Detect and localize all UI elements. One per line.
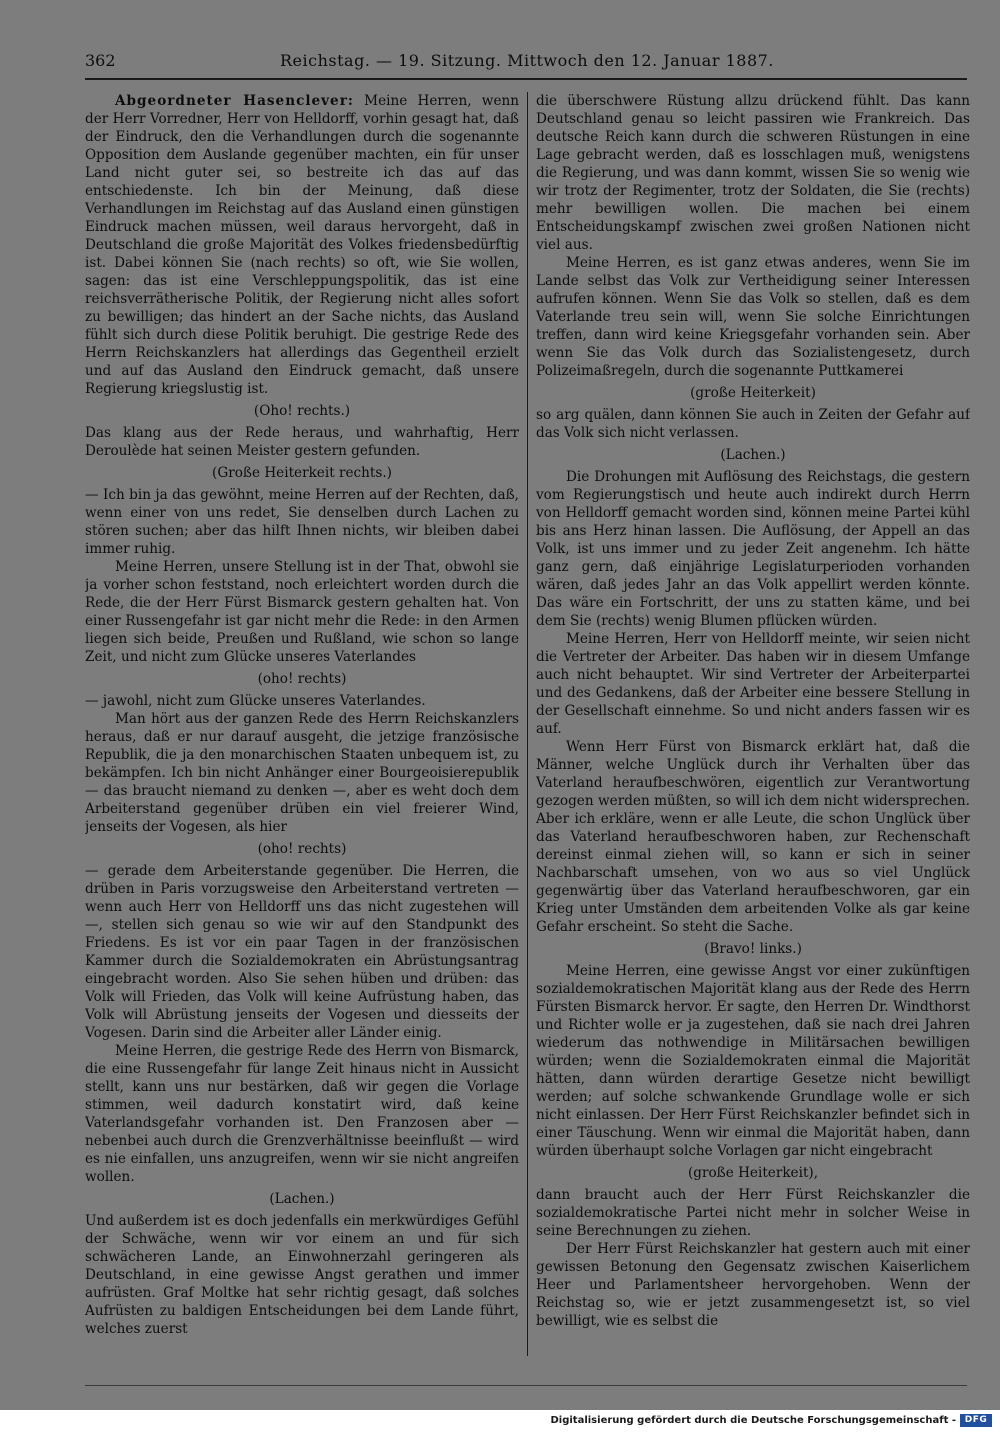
stage-direction: (Lachen.) — [720, 447, 786, 463]
paragraph: Meine Herren, die gestrige Rede des Herrn von Bismarck, die eine Russengefahr für lange Zeit hinaus nicht in Aussicht stellt, kann uns nur bestärken, daß wir gegen die Vorlage stimmen, weil dadurch konstatirt wird, daß keine Vaterlandsgefahr vorhanden ist. Den Franzosen aber — nebenbei auch durch die Grenzverhältnisse beeinflußt — wird es nie einfallen, uns anzugreifen, wenn wir sie nicht angreifen wollen. — [85, 1043, 519, 1185]
paragraph: Die Drohungen mit Auflösung des Reichstags, die gestern vom Regierungstisch und heute auch indirekt durch Herrn von Helldorff gemacht worden sind, können meine Partei kühl bis ans Herz hinan lassen. Die Auflösung, der Appell an das Volk, ist uns immer und zu jeder Zeit angenehm. Ich hätte ganz gern, daß einjährige Legislaturperioden vorhanden wären, daß jedes Jahr an das Volk appellirt werden könnte. Das wäre ein Fortschritt, der uns zu statten käme, und bei dem Sie (rechts) wenig Blumen pflücken würden. — [536, 469, 970, 629]
paragraph: Meine Herren, es ist ganz etwas anderes, wenn Sie im Lande selbst das Volk zur Vertheidigung seiner Interessen aufrufen können. Wenn Sie das Volk so stellen, daß es dem Vaterlande treu sein will, wenn Sie solche Einrichtungen treffen, dann wird keine Kriegsgefahr vorhanden sein. Aber wenn Sie das Volk durch das Sozialistengesetz, durch Polizeimaßregeln, durch die sogenannte Puttkamerei — [536, 255, 970, 379]
stage-direction: (Oho! rechts.) — [253, 403, 351, 419]
footer-credit: Digitalisierung gefördert durch die Deutsche Forschungsgemeinschaft - — [550, 1415, 956, 1426]
stage-direction: (Bravo! links.) — [704, 941, 802, 957]
page-header — [85, 46, 965, 76]
paragraph: so arg quälen, dann können Sie auch in Zeiten der Gefahr auf das Volk sich nicht verlassen. — [536, 407, 970, 441]
paragraph: Wenn Herr Fürst von Bismarck erklärt hat, daß die Männer, welche Unglück durch ihr Verhalten über das Vaterland heraufbeschwören, eigentlich zur Verantwortung gezogen werden müßten, so will ich dem nicht widersprechen. Aber ich erkläre, wenn er alle Leute, die schon Unglück über das Vaterland heraufbeschworen haben, zur Rechenschaft dereinst einmal ziehen will, so kann er sich in seiner Nachbarschaft umsehen, von wo aus so viel Unglück gegenwärtig über das Vaterland heraufbeschworen, gar ein Krieg unter Umständen dem arbeitenden Volke als gar keine Gefahr erscheint. So steht die Sache. — [536, 739, 970, 935]
stage-direction: (große Heiterkeit) — [690, 385, 816, 401]
page-number: 362 — [85, 51, 116, 70]
paragraph: Man hört aus der ganzen Rede des Herrn Reichskanzlers heraus, daß er nur darauf ausgeht, die jetzige französische Republik, die ja den monarchischen Staaten unbequem ist, zu bekämpfen. Ich bin nicht Anhänger einer Bourgeoisierepublik — das braucht niemand zu denken —, aber es weht doch dem Arbeiterstand gegenüber drüben ein viel freierer Wind, jenseits der Vogesen, als hier — [85, 711, 519, 835]
paragraph — [85, 92, 519, 398]
paragraph: die überschwere Rüstung allzu drückend fühlt. Das kann Deutschland genau so leicht passiren wie Frankreich. Das deutsche Reich kann durch die schweren Rüstungen in eine Lage gebracht werden, daß es losschlagen muß, wenigstens die Regierung, und was dann kommt, wissen Sie so wenig wie wir trotz der Regimenter, trotz der Soldaten, die Sie (rechts) mehr bewilligen wollen. Die machen bei einem Entscheidungskampf zwischen zwei großen Nationen nicht viel aus. — [536, 93, 970, 253]
bottom-rule — [85, 1385, 967, 1386]
paragraph: — gerade dem Arbeiterstande gegenüber. Die Herren, die drüben in Paris vorzugsweise den Arbeiterstand vertreten — wenn auch Herr von Helldorff uns das nicht zugestehen will —, stellen sich genau so wie wir auf den Standpunkt des Friedens. Es ist vor ein paar Tagen in der französischen Kammer durch die Sozialdemokraten ein Abrüstungsantrag eingebracht worden. Also Sie sehen hüben und drüben: das Volk will Frieden, das Volk will keine Aufrüstung haben, das Volk will Abrüstung jenseits der Vogesen und diesseits der Vogesen. Darin sind die Arbeiter aller Länder einig. — [85, 863, 519, 1041]
dfg-logo: DFG — [960, 1414, 992, 1427]
paragraph: dann braucht auch der Herr Fürst Reichskanzler die sozialdemokratische Partei nicht mehr in solcher Weise in seine Berechnungen zu ziehen. — [536, 1187, 970, 1239]
left-column — [85, 92, 519, 1356]
stage-direction: (oho! rechts) — [257, 841, 347, 857]
digitization-footer — [0, 1410, 1000, 1432]
paragraph: Und außerdem ist es doch jedenfalls ein merkwürdiges Gefühl der Schwäche, wenn wir vor einem an und für sich schwächeren Lande, an Einwohnerzahl geringeren als Deutschland, in eine gewisse Angst gerathen und immer aufrüsten. Graf Moltke hat sehr richtig gesagt, daß solches Aufrüsten zu baldigen Entscheidungen bei dem Lande führt, welches zuerst — [85, 1213, 519, 1337]
paragraph: Meine Herren, eine gewisse Angst vor einer zukünftigen sozialdemokratischen Majorität klang aus der Rede des Herrn Fürsten Bismarck hervor. Er sagte, den Herren Dr. Windthorst und Richter wolle er ja zugestehen, daß sie nach drei Jahren wiederum das nothwendige in Militärsachen bewilligen würden; wenn die Sozialdemokraten einmal die Majorität hätten, dann würden derartige Gesetze nicht bewilligt werden; auf solche schwankende Grundlage wolle er sich nicht einlassen. Der Herr Fürst Reichskanzler befindet sich in einer Täuschung. Wenn wir einmal die Majorität haben, dann würden überhaupt solche Vorlagen gar nicht eingebracht — [536, 963, 970, 1159]
column-divider — [527, 92, 528, 1356]
paragraph: — jawohl, nicht zum Glücke unseres Vaterlandes. — [85, 693, 426, 709]
paragraph: Meine Herren, Herr von Helldorff meinte, wir seien nicht die Vertreter der Arbeiter. Das haben wir in diesem Umfange auch nicht behauptet. Wir sind Vertreter der Arbeiterpartei und des Gedankens, daß der Arbeiter eine bessere Stellung in der Gesellschaft einnehme. So und nicht anders fassen wir es auf. — [536, 631, 970, 737]
right-column — [536, 92, 970, 1356]
speaker-name: Abgeordneter Hasenclever: — [115, 93, 354, 109]
paragraph-text: Meine Herren, wenn der Herr Vorredner, Herr von Helldorff, vorhin gesagt hat, daß der Eindruck, den die Verhandlungen durch die sogenannte Opposition dem Auslande gegenüber machten, ein für unser Land nicht guter sei, so bestreite ich das auf das entschiedenste. Ich bin der Meinung, daß diese Verhandlungen im Reichstag auf das Ausland einen günstigen Eindruck machen müssen, weil daraus hervorgeht, daß in Deutschland die große Majorität des Volkes friedensbedürftig ist. Dabei können Sie (nach rechts) so oft, wie Sie wollen, sagen: das ist eine Verschleppungspolitik, das ist eine reichsverrätherische Politik, der Regierung nicht alles sofort zu bewilligen; das hindert an der Sache nichts, das Ausland fühlt sich durch diese Politik beruhigt. Die gestrige Rede des Herrn Reichskanzlers hat allerdings das Gegentheil erzielt und auf das Ausland den Eindruck gemacht, daß unsere Regierung kriegslustig ist. — [85, 93, 519, 397]
paragraph: Das klang aus der Rede heraus, und wahrhaftig, Herr Deroulède hat seinen Meister gestern gefunden. — [85, 425, 519, 459]
stage-direction: (Große Heiterkeit rechts.) — [212, 465, 392, 481]
header-rule — [85, 78, 967, 80]
stage-direction: (Lachen.) — [269, 1191, 335, 1207]
paragraph: Der Herr Fürst Reichskanzler hat gestern auch mit einer gewissen Betonung den Gegensatz zwischen Kaiserlichem Heer und Parlamentsheer hervorgehoben. Wenn der Reichstag so, wie er jetzt zusammengesetzt ist, so viel bewilligt, wie es selbst die — [536, 1241, 970, 1329]
running-title: Reichstag. — 19. Sitzung. Mittwoch den 12. Januar 1887. — [280, 51, 774, 70]
stage-direction: (oho! rechts) — [257, 671, 347, 687]
stage-direction: (große Heiterkeit), — [687, 1165, 819, 1181]
paragraph: Meine Herren, unsere Stellung ist in der That, obwohl sie ja vorher schon feststand, noch erleichtert worden durch die Rede, die der Herr Fürst Bismarck gestern gehalten hat. Von einer Russengefahr ist gar nicht mehr die Rede: in den Armen liegen sich beide, Preußen und Rußland, wie schon so lange Zeit, und nicht zum Glücke unseres Vaterlandes — [85, 559, 519, 665]
paragraph: — Ich bin ja das gewöhnt, meine Herren auf der Rechten, daß, wenn einer von uns redet, Sie denselben durch Lachen zu stören suchen; aber das hilft Ihnen nichts, wir bleiben dabei immer ruhig. — [85, 487, 519, 557]
